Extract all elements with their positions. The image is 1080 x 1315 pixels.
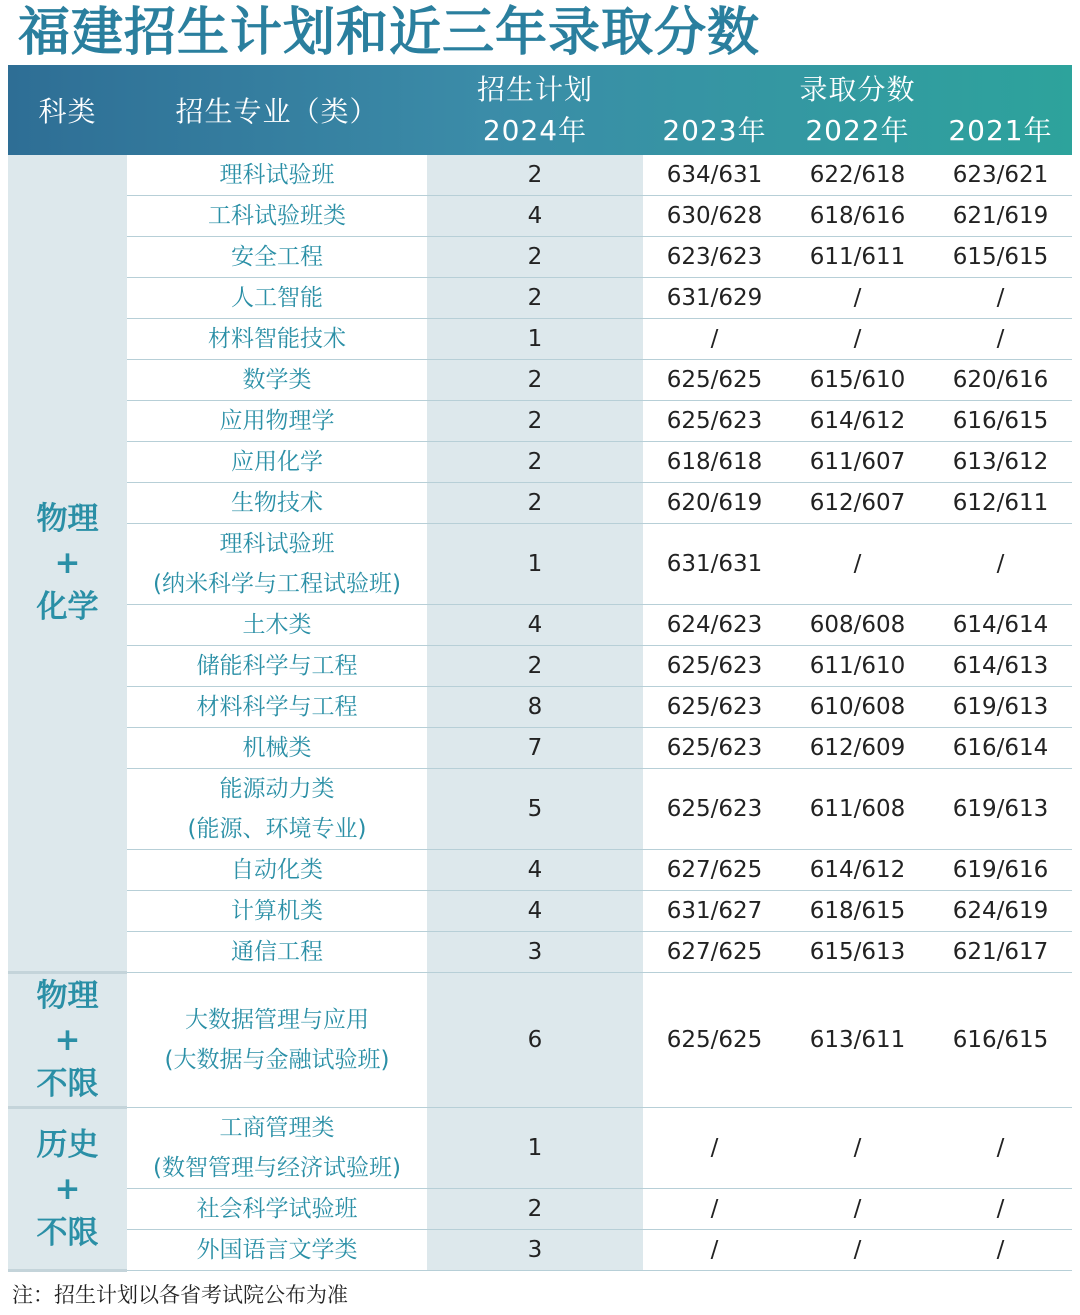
major-cell (127, 728, 427, 769)
major-cell (127, 319, 427, 360)
score-2021-cell: 616/615 (929, 973, 1072, 1108)
score-2021-cell: 620/616 (929, 360, 1072, 401)
plan-cell: 1 (427, 1108, 643, 1189)
plan-cell: 3 (427, 1230, 643, 1271)
major-cell (127, 524, 427, 605)
major-line: (能源、环境专业) (187, 816, 367, 842)
plan-cell: 4 (427, 891, 643, 932)
score-2022-cell: 613/611 (786, 973, 929, 1108)
table-row (8, 1108, 1072, 1189)
major-cell (127, 605, 427, 646)
score-2022-cell: 614/612 (786, 401, 929, 442)
major-line: 储能科学与工程 (196, 653, 358, 679)
major-cell (127, 850, 427, 891)
major-cell (127, 1230, 427, 1271)
score-2022-cell: 611/607 (786, 442, 929, 483)
major-line: 安全工程 (231, 244, 323, 270)
score-2022-cell: 612/607 (786, 483, 929, 524)
table-row (8, 687, 1072, 728)
table-header (8, 65, 1072, 155)
major-line: 社会科学试验班 (196, 1196, 358, 1222)
plan-cell: 2 (427, 237, 643, 278)
plan-cell: 4 (427, 850, 643, 891)
score-2022-cell: 615/610 (786, 360, 929, 401)
header-year-2022: 2022年 (805, 114, 910, 147)
score-2022-cell: 608/608 (786, 605, 929, 646)
plan-cell: 2 (427, 483, 643, 524)
plan-cell: 2 (427, 1189, 643, 1230)
table-row (8, 932, 1072, 973)
major-line: 人工智能 (231, 285, 323, 311)
major-line: 材料智能技术 (208, 326, 346, 352)
score-2021-cell: 615/615 (929, 237, 1072, 278)
score-2021-cell: 613/612 (929, 442, 1072, 483)
plan-cell: 4 (427, 605, 643, 646)
category-cell (8, 973, 127, 1108)
major-line: 计算机类 (231, 898, 323, 924)
major-cell (127, 442, 427, 483)
table-row (8, 319, 1072, 360)
table-row (8, 278, 1072, 319)
score-2021-cell: / (929, 278, 1072, 319)
score-2022-cell: / (786, 319, 929, 360)
table-row (8, 891, 1072, 932)
header-major: 招生专业（类） (175, 95, 379, 128)
score-2022-cell: / (786, 278, 929, 319)
score-2023-cell: 618/618 (643, 442, 786, 483)
footnote: 注：招生计划以各省考试院公布为准 (12, 1283, 348, 1307)
plan-cell: 2 (427, 278, 643, 319)
score-2023-cell: / (643, 319, 786, 360)
plan-cell: 2 (427, 360, 643, 401)
plan-cell: 1 (427, 524, 643, 605)
score-2021-cell: / (929, 524, 1072, 605)
score-2021-cell: 624/619 (929, 891, 1072, 932)
score-2021-cell: 616/615 (929, 401, 1072, 442)
major-cell (127, 360, 427, 401)
score-2023-cell: 625/625 (643, 973, 786, 1108)
score-2021-cell: / (929, 1108, 1072, 1189)
score-2021-cell: / (929, 1230, 1072, 1271)
score-2021-cell: 621/619 (929, 196, 1072, 237)
plan-cell: 2 (427, 155, 643, 196)
header-category: 科类 (38, 95, 97, 128)
score-2023-cell: 625/623 (643, 401, 786, 442)
header-plan-line1: 招生计划 (476, 73, 593, 106)
score-2022-cell: / (786, 1189, 929, 1230)
score-2023-cell: 624/623 (643, 605, 786, 646)
major-cell (127, 973, 427, 1108)
table-row (8, 524, 1072, 605)
category-line: 物理 (36, 501, 99, 537)
major-cell (127, 401, 427, 442)
score-2022-cell: / (786, 524, 929, 605)
score-2022-cell: 614/612 (786, 850, 929, 891)
plan-cell: 4 (427, 196, 643, 237)
header-year-2021: 2021年 (948, 114, 1053, 147)
table-row (8, 1189, 1072, 1230)
major-cell (127, 1108, 427, 1189)
plan-cell: 2 (427, 646, 643, 687)
major-line: 应用化学 (231, 449, 323, 475)
score-2023-cell: / (643, 1189, 786, 1230)
score-2023-cell: 625/625 (643, 360, 786, 401)
score-2022-cell: 612/609 (786, 728, 929, 769)
table-row (8, 155, 1072, 196)
category-line: 不限 (36, 1066, 99, 1102)
score-2023-cell: 625/623 (643, 728, 786, 769)
major-line: 通信工程 (231, 939, 323, 965)
table-row (8, 728, 1072, 769)
score-2023-cell: 623/623 (643, 237, 786, 278)
major-cell (127, 483, 427, 524)
score-2023-cell: 625/623 (643, 769, 786, 850)
score-2021-cell: 614/614 (929, 605, 1072, 646)
table-row (8, 360, 1072, 401)
table-row (8, 850, 1072, 891)
score-2023-cell: / (643, 1108, 786, 1189)
plan-cell: 3 (427, 932, 643, 973)
plan-cell: 8 (427, 687, 643, 728)
score-2022-cell: / (786, 1108, 929, 1189)
plan-cell: 2 (427, 442, 643, 483)
category-line: 历史 (36, 1127, 99, 1163)
table-row (8, 973, 1072, 1108)
score-2021-cell: 619/613 (929, 769, 1072, 850)
category-cell (8, 1108, 127, 1271)
score-2021-cell: 616/614 (929, 728, 1072, 769)
category-line: + (54, 1022, 81, 1058)
category-line: + (54, 1171, 81, 1207)
major-cell (127, 278, 427, 319)
major-line: 土木类 (242, 612, 312, 638)
major-line: 生物技术 (231, 490, 323, 516)
major-line: 工科试验班类 (208, 203, 346, 229)
score-2023-cell: 631/627 (643, 891, 786, 932)
plan-cell: 5 (427, 769, 643, 850)
major-line: 机械类 (242, 735, 312, 761)
score-2023-cell: 630/628 (643, 196, 786, 237)
score-2021-cell: 612/611 (929, 483, 1072, 524)
score-2021-cell: 621/617 (929, 932, 1072, 973)
major-line: 理科试验班 (219, 531, 335, 557)
score-2023-cell: / (643, 1230, 786, 1271)
major-cell (127, 891, 427, 932)
major-line: (大数据与金融试验班) (164, 1047, 390, 1073)
major-line: 数学类 (242, 367, 312, 393)
major-cell (127, 1189, 427, 1230)
category-line: 物理 (36, 978, 99, 1014)
score-2023-cell: 631/631 (643, 524, 786, 605)
score-2023-cell: 631/629 (643, 278, 786, 319)
table-row (8, 605, 1072, 646)
table-row (8, 646, 1072, 687)
major-line: (纳米科学与工程试验班) (153, 571, 401, 597)
major-cell (127, 155, 427, 196)
header-plan-line2: 2024年 (482, 114, 588, 147)
table-row (8, 769, 1072, 850)
major-cell (127, 237, 427, 278)
major-line: 自动化类 (231, 857, 323, 883)
score-2022-cell: 615/613 (786, 932, 929, 973)
score-2021-cell: / (929, 1189, 1072, 1230)
category-line: 化学 (36, 589, 99, 625)
major-line: 工商管理类 (219, 1115, 335, 1141)
score-2023-cell: 627/625 (643, 850, 786, 891)
score-2022-cell: 611/611 (786, 237, 929, 278)
plan-cell: 7 (427, 728, 643, 769)
score-2022-cell: 622/618 (786, 155, 929, 196)
major-line: 材料科学与工程 (196, 694, 358, 720)
plan-cell: 1 (427, 319, 643, 360)
score-2022-cell: 618/615 (786, 891, 929, 932)
score-2023-cell: 620/619 (643, 483, 786, 524)
major-line: 外国语言文学类 (196, 1237, 358, 1263)
category-cell (8, 155, 127, 973)
header-scores: 录取分数 (799, 73, 916, 106)
score-2021-cell: / (929, 319, 1072, 360)
category-line: 不限 (36, 1215, 99, 1251)
major-line: 应用物理学 (219, 408, 335, 434)
plan-cell: 2 (427, 401, 643, 442)
category-line: + (54, 545, 81, 581)
score-2022-cell: 611/608 (786, 769, 929, 850)
score-2023-cell: 625/623 (643, 687, 786, 728)
score-2022-cell: / (786, 1230, 929, 1271)
major-line: 大数据管理与应用 (185, 1007, 369, 1033)
major-cell (127, 196, 427, 237)
table-body (8, 155, 1072, 1271)
major-cell (127, 687, 427, 728)
table-row (8, 1230, 1072, 1271)
page-title: 福建招生计划和近三年录取分数 (18, 3, 761, 63)
score-2023-cell: 625/623 (643, 646, 786, 687)
score-2021-cell: 623/621 (929, 155, 1072, 196)
table-row (8, 196, 1072, 237)
score-2022-cell: 618/616 (786, 196, 929, 237)
header-year-2023: 2023年 (662, 114, 767, 147)
score-2021-cell: 619/616 (929, 850, 1072, 891)
major-line: 理科试验班 (219, 162, 335, 188)
table-row (8, 237, 1072, 278)
score-2021-cell: 614/613 (929, 646, 1072, 687)
major-cell (127, 932, 427, 973)
major-line: (数智管理与经济试验班) (153, 1155, 401, 1181)
score-2021-cell: 619/613 (929, 687, 1072, 728)
table-row (8, 483, 1072, 524)
table-row (8, 401, 1072, 442)
table-row (8, 442, 1072, 483)
score-2023-cell: 627/625 (643, 932, 786, 973)
plan-cell: 6 (427, 973, 643, 1108)
score-2023-cell: 634/631 (643, 155, 786, 196)
major-cell (127, 646, 427, 687)
score-2022-cell: 610/608 (786, 687, 929, 728)
major-line: 能源动力类 (219, 776, 335, 802)
admission-table (8, 65, 1072, 1272)
score-2022-cell: 611/610 (786, 646, 929, 687)
major-cell (127, 769, 427, 850)
